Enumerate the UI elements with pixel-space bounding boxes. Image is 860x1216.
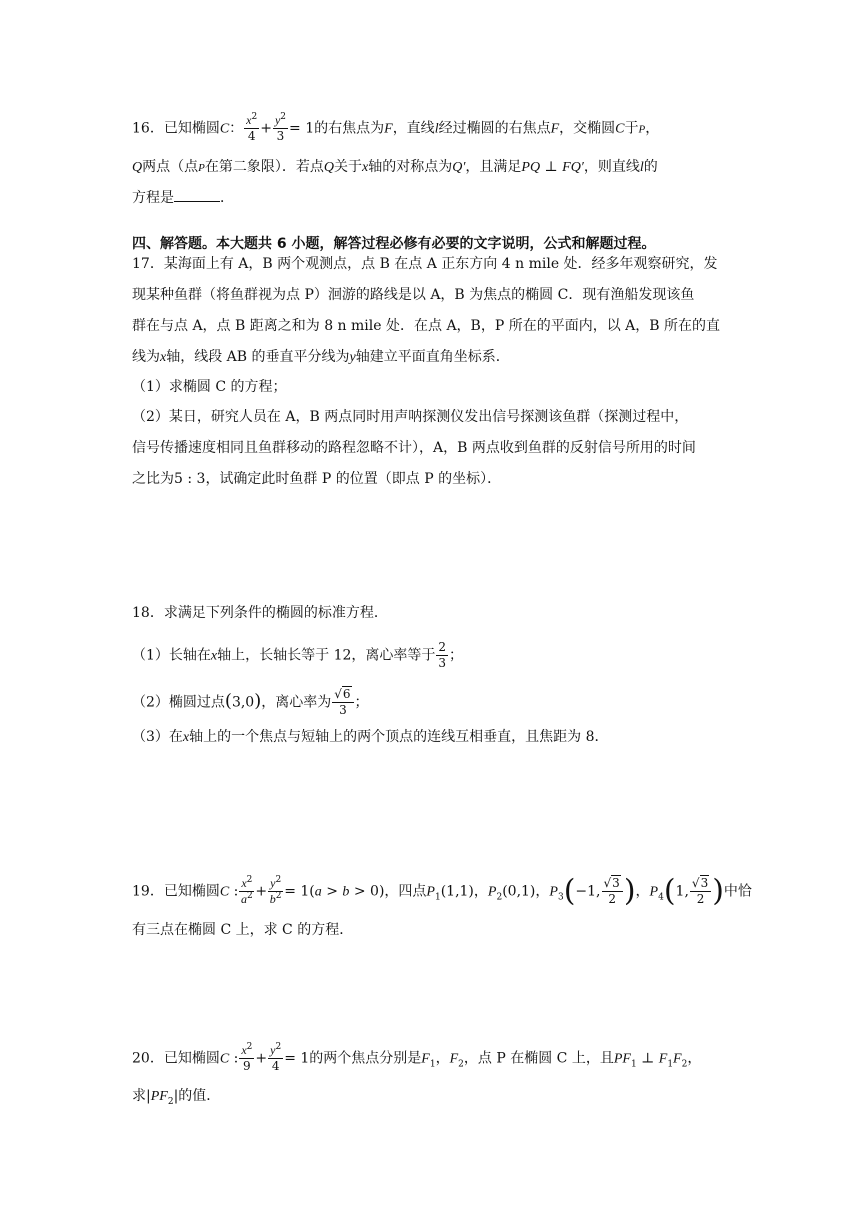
q18-line-3: （2）椭圆过点(3,0)，离心率为 $\frac{√6}{3}$ ； bbox=[132, 687, 369, 717]
q17-line-7: 信号传播速度相同且鱼群移动的路程忽略不计），A，B 两点收到鱼群的反射信号所用的时间 bbox=[132, 440, 696, 456]
q19-line-1: 19．已知椭圆C : $\frac{x^2}{a^2}$ + $\frac{y^2}{b^2}$ = 1(a > b > 0)，四点$P_1(1,1)$，$P_2(0,1)$，$P_3(-1$, $\frac{√3}{2}$ )，$P_4(1$, $\frac{√3}{2}$ )中恰 bbox=[132, 873, 752, 909]
fraction: $\frac{y^2}{b^2}$ bbox=[269, 875, 282, 906]
section-heading: 四、解答题。本大题共 6 小题，解答过程必修有必要的文字说明，公式和解题过程。 bbox=[132, 236, 656, 252]
q17-line-8: 之比为5 : 3，试确定此时鱼群 P 的位置（即点 P 的坐标）． bbox=[132, 471, 502, 487]
q17-line-3: 群在与点 A，点 B 距离之和为 8 n mile 处．在点 A，B，P 所在的平面内，以 A，B 所在的直 bbox=[132, 318, 721, 334]
q18-line-2: （1）长轴在x轴上，长轴长等于 12，离心率等于 $\frac{2}{3}$ ； bbox=[132, 640, 464, 670]
fraction: $\frac{√3}{2}$ bbox=[602, 876, 623, 907]
fraction: $\frac{y^2}{4}$ bbox=[270, 1042, 282, 1073]
q18-line-4: （3）在x轴上的一个焦点与短轴上的两个顶点的连线互相垂直，且焦距为 8． bbox=[132, 729, 609, 745]
q18-line-1: 18．求满足下列条件的椭圆的标准方程． bbox=[132, 605, 388, 621]
fraction: $\frac{2}{3}$ bbox=[438, 640, 447, 670]
answer-blank bbox=[174, 188, 220, 202]
q20-line-1: 20．已知椭圆C : $\frac{x^2}{9}$ + $\frac{y^2}{4}$ = 1的两个焦点分别是$F_1$，$F_2$，点 P 在椭圆 C 上，且$PF_1$ ⊥ $F_1F_2$， bbox=[132, 1042, 702, 1073]
fraction: $\frac{x^2}{9}$ bbox=[241, 1042, 253, 1073]
q17-line-2: 现某种鱼群（将鱼群视为点 P）洄游的路线是以 A，B 为焦点的椭圆 C．现有渔船发现该鱼 bbox=[132, 287, 695, 303]
q19-line-2: 有三点在椭圆 C 上，求 C 的方程． bbox=[132, 922, 354, 938]
q17-line-1: 17．某海面上有 A，B 两个观测点，点 B 在点 A 正东方向 4 n mile 处．经多年观察研究，发 bbox=[132, 256, 718, 272]
q20-line-2: 求$|PF_2|$的值． bbox=[132, 1088, 221, 1107]
fraction: $\frac{√3}{2}$ bbox=[690, 876, 711, 907]
fraction: $\frac{x^2}{4}$ bbox=[246, 112, 258, 143]
q17-line-4: 线为x轴，线段 AB 的垂直平分线为y轴建立平面直角坐标系． bbox=[132, 349, 510, 365]
q16-line-3: 方程是 ． bbox=[132, 190, 234, 206]
q16-line-2: Q两点（点P在第二象限）．若点Q关于x轴的对称点为Q′，且满足PQ ⊥ FQ′，则直线l的 bbox=[132, 159, 658, 175]
fraction: $\frac{√6}{3}$ bbox=[332, 687, 353, 718]
q16-line-1: 16．已知椭圆C： $\frac{x^2}{4}$ + $\frac{y^2}{3}$ = 1的右焦点为F，直线l经过椭圆的右焦点F，交椭圆C于P， bbox=[132, 112, 660, 143]
fraction: $\frac{x^2}{a^2}$ bbox=[241, 875, 253, 906]
fraction: $\frac{y^2}{3}$ bbox=[274, 112, 287, 143]
q17-line-6: （2）某日，研究人员在 A，B 两点同时用声呐探测仪发出信号探测该鱼群（探测过程中， bbox=[132, 409, 689, 425]
q17-line-5: （1）求椭圆 C 的方程； bbox=[132, 379, 287, 395]
